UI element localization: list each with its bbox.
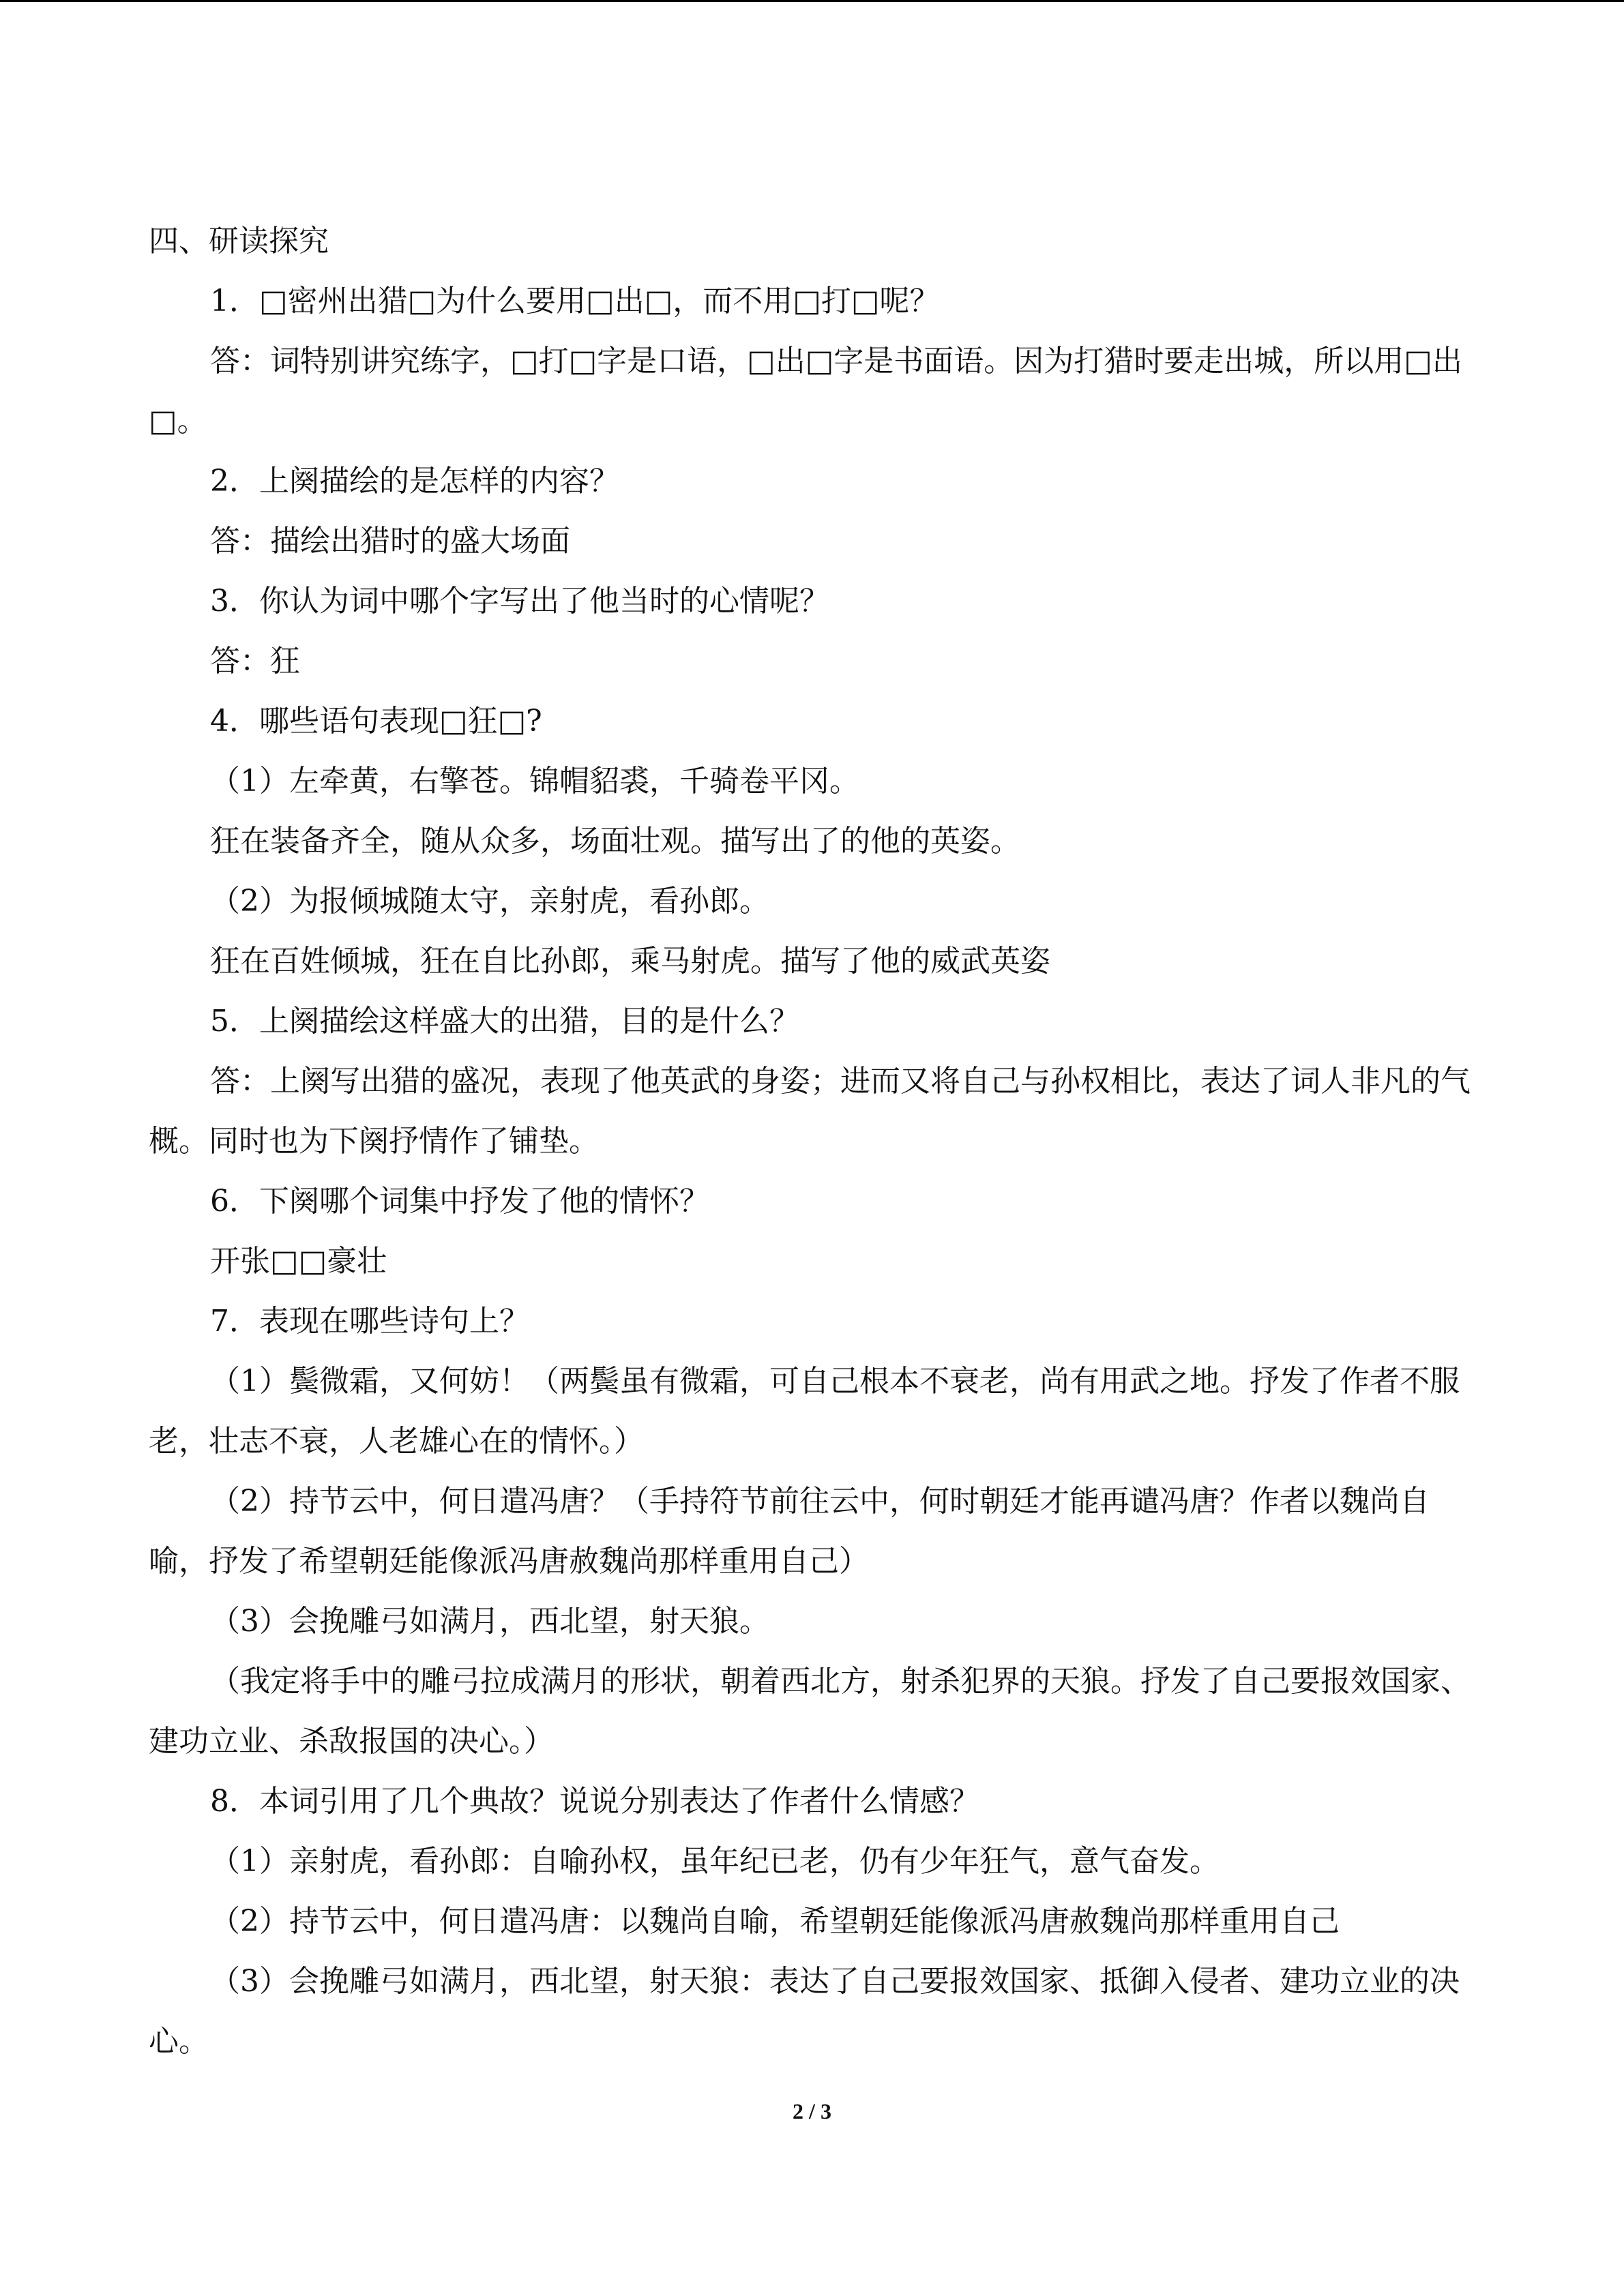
question-3: 3．你认为词中哪个字写出了他当时的心情呢？: [210, 584, 829, 618]
answer-7-item-2: （2）持节云中，何日遣冯唐？（手持符节前往云中，何时朝廷才能再谴冯唐？作者以魏尚自喻，抒发了希望朝廷能像派冯唐赦魏尚那样重用自己）: [149, 1484, 1430, 1579]
section-title: 四、研读探究: [149, 224, 329, 258]
answer-4-quote-1: （1）左牵黄，右擎苍。锦帽貂裘，千骑卷平冈。: [210, 764, 859, 799]
question-8: 8．本词引用了几个典故？说说分别表达了作者什么情感？: [210, 1784, 979, 1819]
answer-7-item-3-note: （我定将手中的雕弓拉成满月的形状，朝着西北方，射杀犯界的天狼。抒发了自己要报效国家、建功立业、杀敌报国的决心。）: [149, 1664, 1471, 1759]
document-body: [149, 211, 1475, 2072]
answer-6: 开张□□豪壮: [210, 1244, 387, 1279]
answer-4-note-1: 狂在装备齐全，随从众多，场面壮观。描写出了的他的英姿。: [210, 824, 1020, 859]
answer-2: 答：描绘出猎时的盛大场面: [210, 524, 570, 558]
question-2: 2．上阕描绘的是怎样的内容？: [210, 464, 619, 498]
page-number: 2 / 3: [793, 2099, 831, 2123]
question-6: 6．下阕哪个词集中抒发了他的情怀？: [210, 1184, 709, 1219]
answer-8-item-2: （2）持节云中，何日遣冯唐：以魏尚自喻，希望朝廷能像派冯唐赦魏尚那样重用自己: [210, 1904, 1340, 1939]
top-border-line: [0, 0, 1624, 2]
answer-5: 答：上阕写出猎的盛况，表现了他英武的身姿；进而又将自己与孙权相比，表达了词人非凡的气概。同时也为下阕抒情作了铺垫。: [149, 1064, 1471, 1159]
question-5: 5．上阕描绘这样盛大的出猎，目的是什么？: [210, 1004, 799, 1039]
answer-4-note-2: 狂在百姓倾城，狂在自比孙郎，乘马射虎。描写了他的威武英姿: [210, 944, 1050, 979]
answer-7-item-1: （1）鬓微霜，又何妨！（两鬓虽有微霜，可自己根本不衰老，尚有用武之地。抒发了作者不服老，壮志不衰，人老雄心在的情怀。）: [149, 1364, 1460, 1459]
answer-1: 答：词特别讲究练字，□打□字是口语，□出□字是书面语。因为打猎时要走出城，所以用□出□。: [149, 344, 1462, 438]
answer-8-item-1: （1）亲射虎，看孙郎：自喻孙权，虽年纪已老，仍有少年狂气，意气奋发。: [210, 1844, 1220, 1879]
answer-3: 答：狂: [210, 644, 300, 679]
question-7: 7．表现在哪些诗句上？: [210, 1304, 529, 1339]
answer-4-quote-2: （2）为报倾城随太守，亲射虎，看孙郎。: [210, 884, 769, 919]
question-4: 4．哪些语句表现□狂□?: [210, 704, 542, 739]
answer-8-item-3: （3）会挽雕弓如满月，西北望，射天狼：表达了自己要报效国家、抵御入侵者、建功立业的决心。: [149, 1964, 1460, 2059]
answer-7-item-3: （3）会挽雕弓如满月，西北望，射天狼。: [210, 1604, 769, 1639]
question-1: 1．□密州出猎□为什么要用□出□，而不用□打□呢？: [210, 284, 940, 318]
